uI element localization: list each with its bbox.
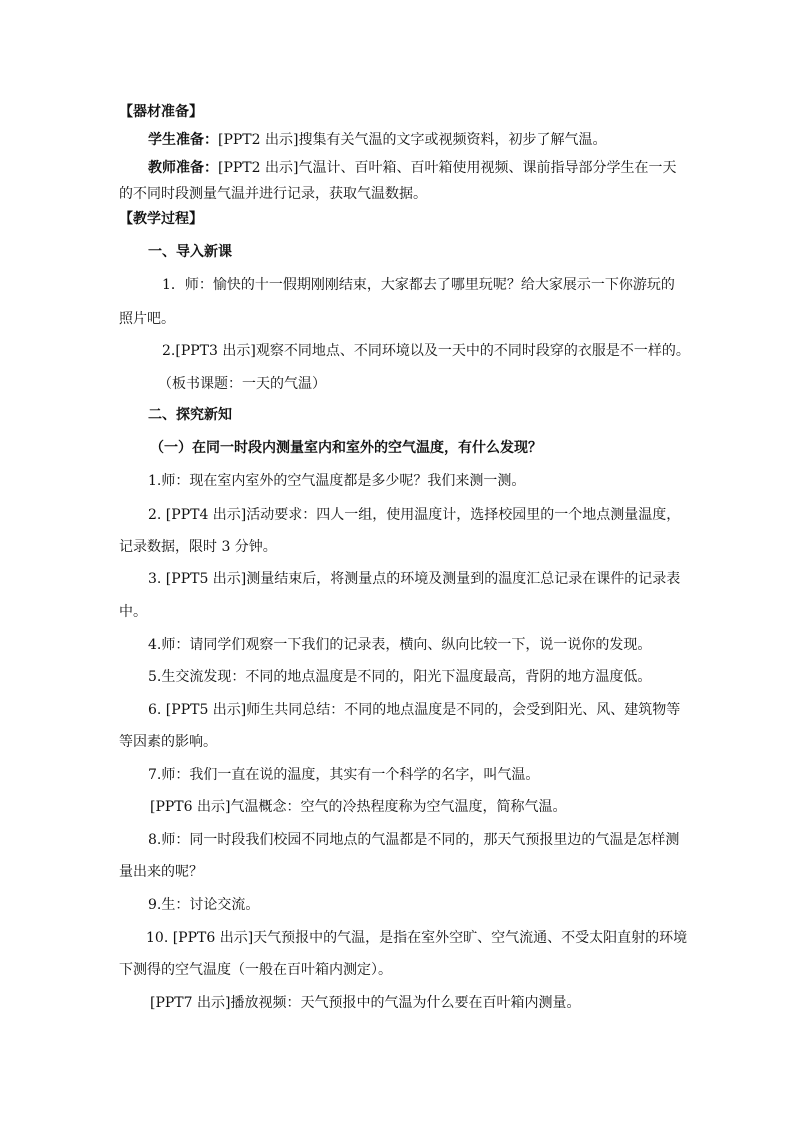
step-5: 5.生交流发现：不同的地点温度是不同的，阳光下温度最高，背阴的地方温度低。 <box>148 669 652 685</box>
part2-title: 二、探究新知 <box>148 407 232 423</box>
step-6: 6. [PPT5 出示]师生共同总结：不同的地点温度是不同的，会受到阳光、风、建筑物等 <box>148 702 681 718</box>
teacher-prep-text-cont: 的不同时段测量气温并进行记录，获取气温数据。 <box>119 186 427 202</box>
teacher-prep-label: 教师准备： <box>148 160 218 176</box>
step-8-cont: 量出来的呢？ <box>119 864 203 880</box>
step-7-concept: [PPT6 出示]气温概念：空气的冷热程度称为空气温度，简称气温。 <box>150 799 567 815</box>
board-title: （板书课题：一天的气温） <box>158 376 326 392</box>
step-3: 3. [PPT5 出示]测量结束后，将测量点的环境及测量到的温度汇总记录在课件的记录表 <box>148 571 681 587</box>
step-4: 4.师：请同学们观察一下我们的记录表，横向、纵向比较一下，说一说你的发现。 <box>148 637 652 653</box>
step-6-cont: 等因素的影响。 <box>119 734 217 750</box>
step-3-cont: 中。 <box>119 604 147 620</box>
process-heading: 【教学过程】 <box>119 211 203 227</box>
step-10: 10. [PPT6 出示]天气预报中的气温，是指在室外空旷、空气流通、不受太阳直射的环境 <box>146 930 688 946</box>
part1-item1-cont: 照片吧。 <box>119 311 175 327</box>
sub1-title: （一）在同一时段内测量室内和室外的空气温度，有什么发现？ <box>150 440 542 456</box>
student-prep-line <box>148 131 606 149</box>
step-7: 7.师：我们一直在说的温度，其实有一个科学的名字，叫气温。 <box>148 767 540 783</box>
student-prep-text: [PPT2 出示]搜集有关气温的文字或视频资料，初步了解气温。 <box>218 132 607 148</box>
step-10-cont: 下测得的空气温度（一般在百叶箱内测定）。 <box>119 962 392 978</box>
student-prep-label: 学生准备： <box>148 132 218 148</box>
step-9: 9.生：讨论交流。 <box>148 897 260 913</box>
step-1: 1.师：现在室内室外的空气温度都是多少呢？我们来测一测。 <box>148 473 526 489</box>
teacher-prep-text: [PPT2 出示]气温计、百叶箱、百叶箱使用视频、课前指导部分学生在一天 <box>218 160 677 176</box>
step-2: 2. [PPT4 出示]活动要求：四人一组，使用温度计，选择校园里的一个地点测量温度， <box>148 507 681 523</box>
part1-title: 一、导入新课 <box>148 244 232 260</box>
step-8: 8.师：同一时段我们校园不同地点的气温都是不同的，那天气预报里边的气温是怎样测 <box>148 832 680 848</box>
teacher-prep-line <box>148 159 676 177</box>
step-2-cont: 记录数据，限时 3 分钟。 <box>119 539 277 555</box>
part1-item1: 1．师：愉快的十一假期刚刚结束，大家都去了哪里玩呢？给大家展示一下你游玩的 <box>162 277 675 293</box>
part1-item2: 2.[PPT3 出示]观察不同地点、不同环境以及一天中的不同时段穿的衣服是不一样的。 <box>162 343 690 359</box>
step-10-video: [PPT7 出示]播放视频：天气预报中的气温为什么要在百叶箱内测量。 <box>150 995 581 1011</box>
materials-heading: 【器材准备】 <box>119 104 203 120</box>
